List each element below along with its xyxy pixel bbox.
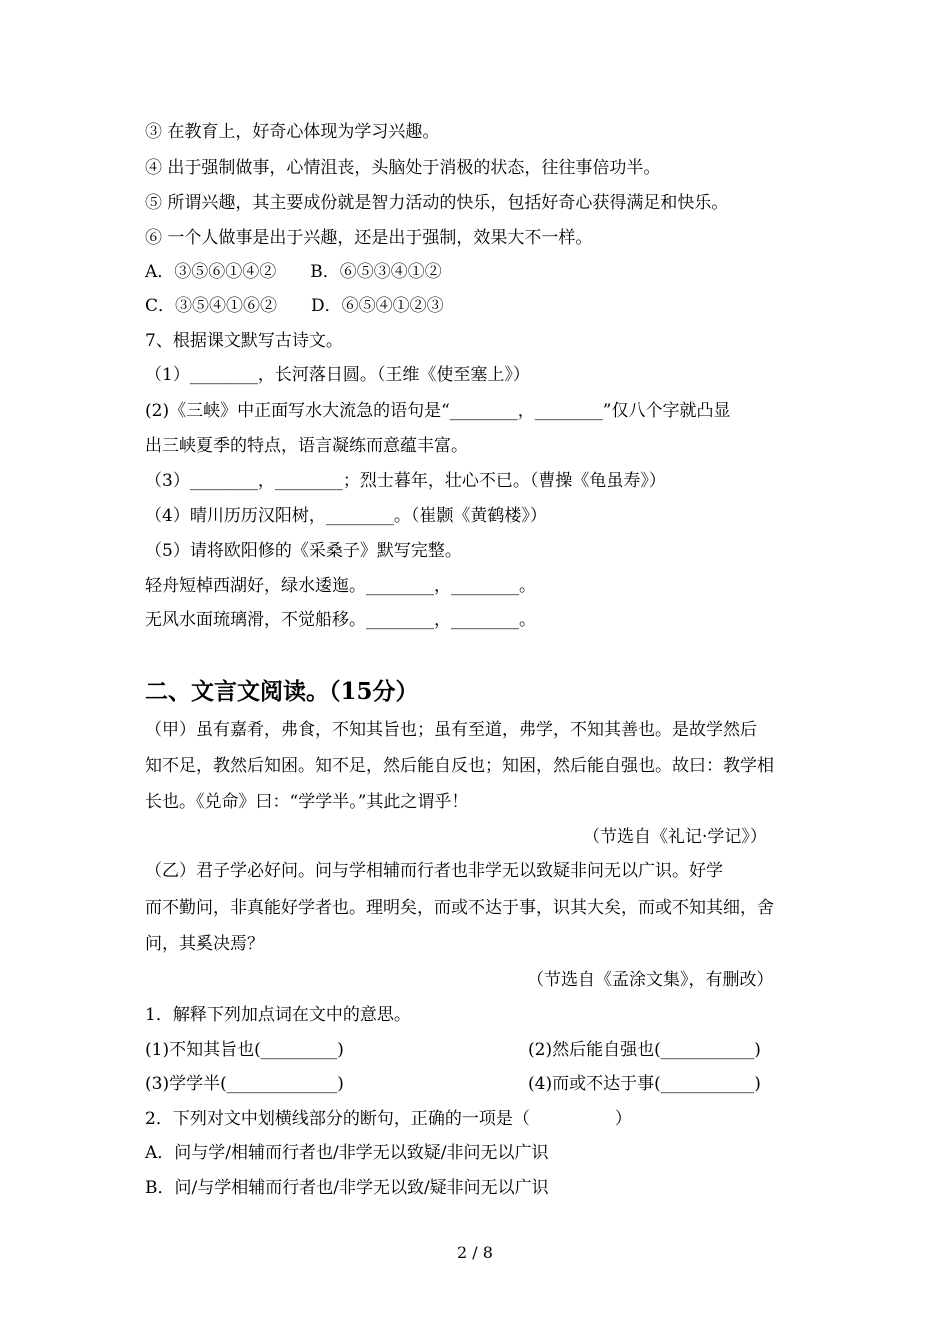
s2-q1-item-3: (3)学学半(_____________)	[145, 1074, 344, 1094]
q6-item-5: ⑤ 所谓兴趣，其主要成份就是智力活动的快乐，包括好奇心获得满足和快乐。	[145, 193, 729, 213]
q6-item-3: ③ 在教育上，好奇心体现为学习兴趣。	[145, 122, 440, 142]
q6-options-cd: C．③⑤④①⑥② D．⑥⑤④①②③	[145, 296, 444, 316]
q6-item-4: ④ 出于强制做事，心情沮丧，头脑处于消极的状态，往往事倍功半。	[145, 158, 661, 178]
page-number: 2 / 8	[457, 1243, 493, 1262]
passage-yi-line-3: 问，其奚决焉？	[145, 934, 264, 954]
s2-q1-item-4: (4)而或不达于事(___________)	[528, 1074, 761, 1094]
q7-line-8: 无风水面琉璃滑，不觉船移。________，________。	[145, 610, 536, 630]
q7-line-5: （4）晴川历历汉阳树，________。（崔颢《黄鹤楼》）	[145, 506, 547, 526]
passage-jia-line-1: （甲）虽有嘉肴，弗食，不知其旨也；虽有至道，弗学，不知其善也。是故学然后	[145, 720, 757, 740]
s2-q2-option-b: B．问/与学相辅而行者也/非学无以致/疑非问无以广识	[145, 1178, 549, 1198]
q7-line-6: （5）请将欧阳修的《采桑子》默写完整。	[145, 541, 462, 561]
passage-yi-line-2: 而不勤问，非真能好学者也。理明矣，而或不达于事，识其大矣，而或不知其细，舍	[145, 898, 774, 918]
passage-yi-source: （节选自《孟涂文集》，有删改）	[527, 970, 774, 990]
passage-jia-line-2: 知不足，教然后知困。知不足，然后能自反也；知困，然后能自强也。故曰：教学相	[145, 756, 774, 776]
q6-options-ab: A．③⑤⑥①④② B．⑥⑤③④①②	[145, 262, 442, 282]
s2-q1-title: 1．解释下列加点词在文中的意思。	[145, 1005, 411, 1025]
q7-line-3: 出三峡夏季的特点，语言凝练而意蕴丰富。	[145, 436, 468, 456]
s2-q1-item-1: (1)不知其旨也(_________)	[145, 1040, 344, 1060]
q7-line-1: （1）________，长河落日圆。（王维《使至塞上》）	[145, 365, 530, 385]
s2-q2-title: 2．下列对文中划横线部分的断句，正确的一项是（ ）	[145, 1109, 632, 1129]
s2-q2-option-a: A．问与学/相辅而行者也/非学无以致疑/非问无以广识	[145, 1143, 549, 1163]
s2-q1-item-2: (2)然后能自强也(___________)	[528, 1040, 761, 1060]
q7-title: 7、根据课文默写古诗文。	[145, 331, 343, 351]
passage-jia-source: （节选自《礼记·学记》）	[583, 827, 767, 847]
q6-item-6: ⑥ 一个人做事是出于兴趣，还是出于强制，效果大不一样。	[145, 228, 593, 248]
passage-jia-line-3: 长也。《兑命》曰：“学学半。”其此之谓乎！	[145, 792, 469, 812]
section-2-heading: 二、文言文阅读。（15分）	[145, 678, 419, 705]
q7-line-4: （3）________，________；烈士暮年，壮心不已。（曹操《龟虽寿》）	[145, 471, 666, 491]
q7-line-7: 轻舟短棹西湖好，绿水逶迤。________，________。	[145, 576, 536, 596]
passage-yi-line-1: （乙）君子学必好问。问与学相辅而行者也非学无以致疑非问无以广识。好学	[145, 861, 723, 881]
q7-line-2: (2)《三峡》中正面写水大流急的语句是“________，________”仅八个字就凸显	[145, 401, 731, 421]
